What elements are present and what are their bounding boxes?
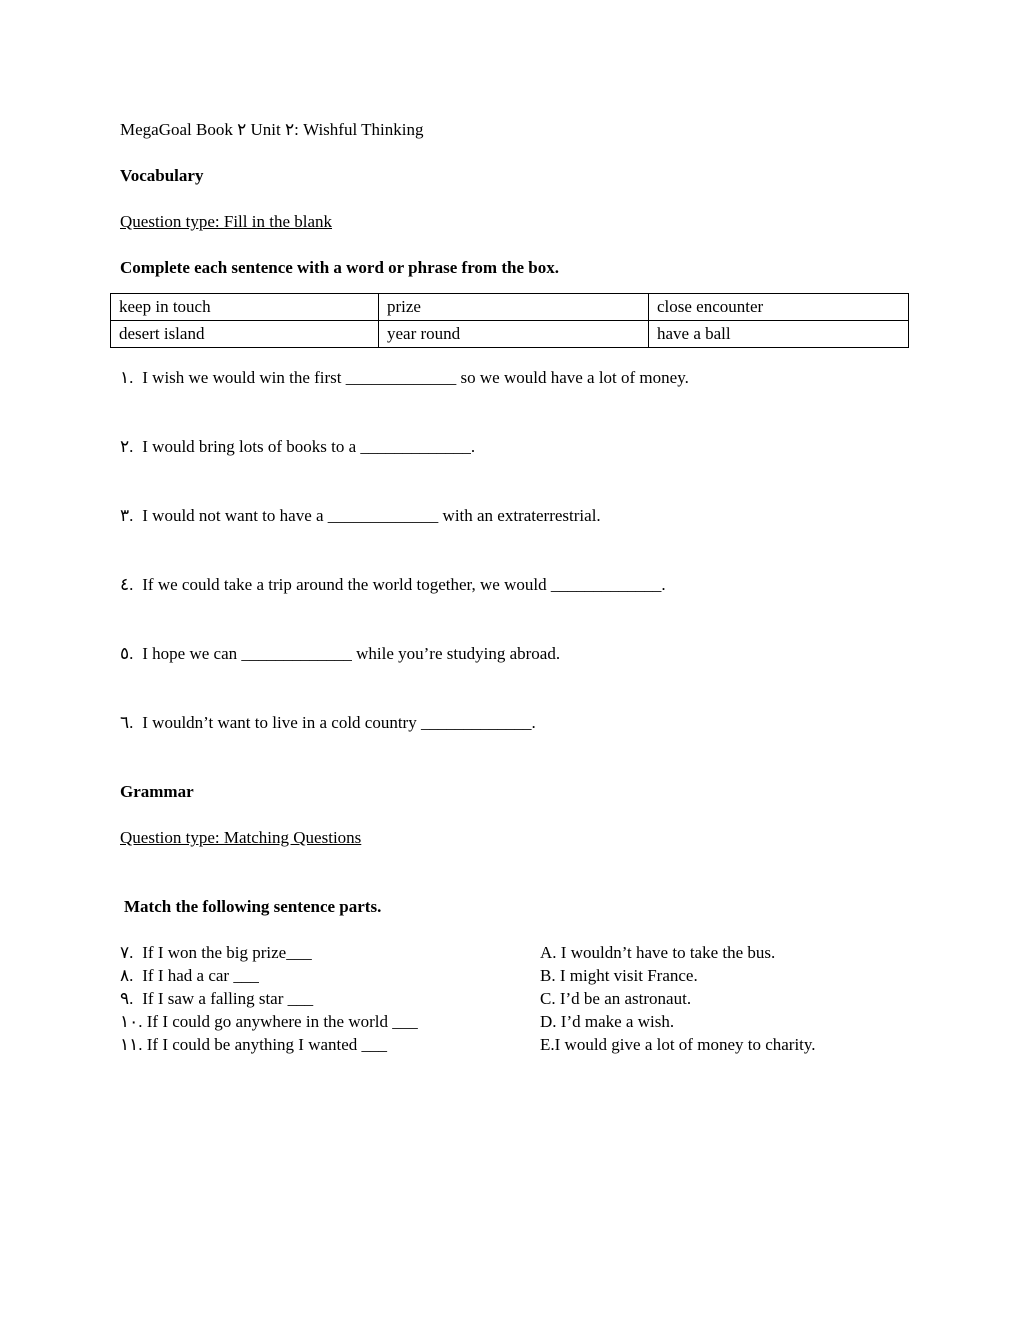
word-box-cell: close encounter — [649, 294, 909, 321]
matching-left-item — [120, 941, 540, 964]
matching-right-item: C. I’d be an astronaut. — [540, 989, 692, 1008]
word-box-cell: have a ball — [649, 321, 909, 348]
word-box-cell: keep in touch — [111, 294, 379, 321]
item-number: ١١. — [120, 1035, 143, 1054]
vocabulary-instruction: Complete each sentence with a word or phrase from the box. — [120, 258, 559, 277]
matching-left-item — [120, 987, 540, 1010]
fill-blank-sentence — [120, 504, 908, 527]
matching-right-item: B. I might visit France. — [540, 966, 698, 985]
vocabulary-heading: Vocabulary — [120, 166, 204, 185]
sentence-text: If we could take a trip around the world together, we would _____________. — [142, 575, 666, 594]
sentence-text: I would not want to have a _____________ with an extraterrestrial. — [142, 506, 601, 525]
grammar-question-type: Question type: Matching Questions — [120, 828, 362, 847]
item-text: If I saw a falling star ___ — [142, 989, 314, 1008]
word-box-table — [110, 293, 909, 348]
fill-blank-sentence — [120, 642, 908, 665]
sentence-text: I hope we can _____________ while you’re studying abroad. — [142, 644, 561, 663]
matching-right-item: D. I’d make a wish. — [540, 1012, 675, 1031]
sentence-number: ٣. — [120, 506, 134, 525]
item-number: ٩. — [120, 989, 134, 1008]
sentence-number: ٢. — [120, 437, 134, 456]
sentence-text: I wouldn’t want to live in a cold country _____________. — [142, 713, 536, 732]
word-box-cell: year round — [379, 321, 649, 348]
fill-blank-sentence — [120, 435, 908, 458]
item-number: ٧. — [120, 943, 134, 962]
sentence-number: ٥. — [120, 644, 134, 663]
sentence-number: ٦. — [120, 713, 134, 732]
matching-row — [120, 1033, 908, 1056]
item-text: If I could be anything I wanted ___ — [146, 1035, 388, 1054]
item-number: ١٠. — [120, 1012, 143, 1031]
fill-blank-sentence — [120, 573, 908, 596]
item-text: If I won the big prize___ — [142, 943, 312, 962]
sentence-text: I wish we would win the first _____________ so we would have a lot of money. — [142, 368, 689, 387]
page-title: MegaGoal Book ٢ Unit ٢: Wishful Thinking — [120, 120, 424, 139]
matching-right-item: E.I would give a lot of money to charity. — [540, 1035, 816, 1054]
item-text: If I could go anywhere in the world ___ — [146, 1012, 418, 1031]
word-box-cell: prize — [379, 294, 649, 321]
fill-blank-sentence — [120, 711, 908, 734]
sentence-number: ١. — [120, 368, 134, 387]
word-box-cell: desert island — [111, 321, 379, 348]
item-number: ٨. — [120, 966, 134, 985]
matching-right-item: A. I wouldn’t have to take the bus. — [540, 943, 776, 962]
matching-left-item — [120, 1010, 540, 1033]
vocabulary-question-type: Question type: Fill in the blank — [120, 212, 333, 231]
item-text: If I had a car ___ — [142, 966, 259, 985]
sentence-text: I would bring lots of books to a _____________. — [142, 437, 476, 456]
grammar-heading: Grammar — [120, 782, 194, 801]
matching-left-item — [120, 1033, 540, 1056]
matching-row — [120, 987, 908, 1010]
matching-row — [120, 964, 908, 987]
fill-blank-sentence — [120, 366, 908, 389]
word-box-row — [111, 294, 909, 321]
matching-row — [120, 941, 908, 964]
matching-left-item — [120, 964, 540, 987]
matching-instruction: Match the following sentence parts. — [124, 897, 382, 916]
sentence-number: ٤. — [120, 575, 134, 594]
word-box-row — [111, 321, 909, 348]
matching-row — [120, 1010, 908, 1033]
